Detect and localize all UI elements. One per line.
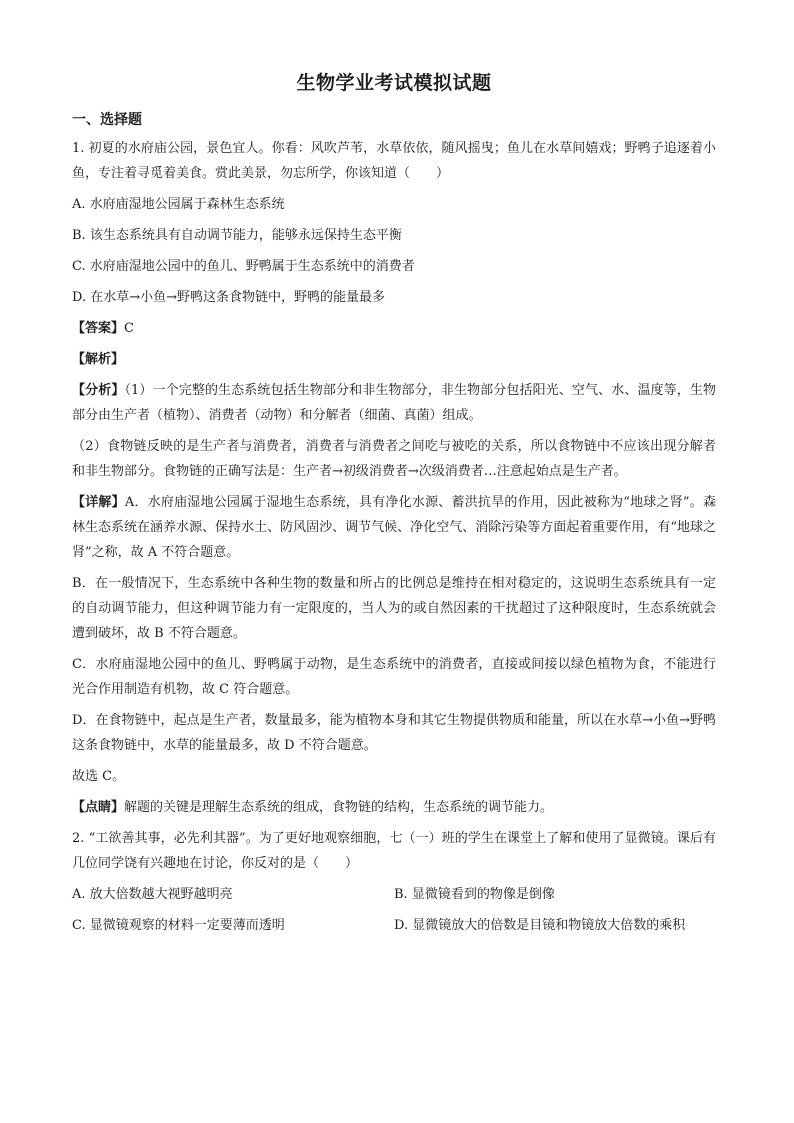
answer-line [72,316,716,341]
dianjing-paragraph [72,795,716,820]
question-2-option-b: B. 显微镜看到的物像是倒像 [394,887,555,902]
question-1-stem: 1. 初夏的水府庙公园，景色宜人。你看：风吹芦苇，水草依依，随风摇曳；鱼儿在水草间嬉戏；野鸭子追逐着小鱼，专注着寻觅着美食。赏此美景，勿忘所学，你该知道（ ） [72,141,716,181]
xiangjie-paragraph-c: C．水府庙湿地公园中的鱼儿、野鸭属于动物，是生态系统中的消费者，直接或间接以绿色植物为食，不能进行光合作用制造有机物，故 C 符合题意。 [72,657,716,697]
xiangjie-text-a: A．水府庙湿地公园属于湿地生态系统，具有净化水源、蓄洪抗旱的作用，因此被称为“地球之肾”。森林生态系统在涵养水源、保持水土、防风固沙、调节气候、净化空气、消除污染等方面起着重要作用，有“地球之肾”之称，故 A 不符合题意。 [72,495,716,560]
fenxi-text-1: （1）一个完整的生态系统包括生物部分和非生物部分，非生物部分包括阳光、空气、水、温度等，生物部分由生产者（植物）、消费者（动物）和分解者（细菌、真菌）组成。 [72,383,716,423]
question-1 [72,136,716,820]
dianjing-label: 【点睛】 [72,800,125,815]
conclusion: 故选 C。 [72,769,126,784]
question-2-options-row-1 [72,882,716,907]
question-1-option-c: C. 水府庙湿地公园中的鱼儿、野鸭属于生态系统中的消费者 [72,259,415,274]
fenxi-paragraph-1 [72,378,716,428]
question-2-option-c: C. 显微镜观察的材料一定要薄而透明 [72,918,285,933]
xiangjie-paragraph-d: D．在食物链中，起点是生产者，数量最多，能为植物本身和其它生物提供物质和能量，所以在水草→小鱼→野鸭这条食物链中，水草的能量最多，故 D 不符合题意。 [72,713,716,753]
question-1-option-a: A. 水府庙湿地公园属于森林生态系统 [72,197,285,212]
section-heading: 一、选择题 [72,112,142,128]
analysis-heading: 【解析】 [72,352,125,367]
fenxi-label: 【分析】 [72,383,125,398]
fenxi-paragraph-2: （2）食物链反映的是生产者与消费者，消费者与消费者之间吃与被吃的关系，所以食物链中不应该出现分解者和非生物部分。食物链的正确写法是：生产者→初级消费者→次级消费者…注意起始点是生产者。 [72,439,716,479]
xiangjie-paragraph-a [72,490,716,565]
question-2-option-a: A. 放大倍数越大视野越明亮 [72,887,233,902]
question-2 [72,826,716,938]
page-title: 生物学业考试模拟试题 [296,72,492,94]
question-1-option-d: D. 在水草→小鱼→野鸭这条食物链中，野鸭的能量最多 [72,290,386,305]
answer-label: 【答案】 [72,321,125,336]
dianjing-text: 解题的关键是理解生态系统的组成，食物链的结构，生态系统的调节能力。 [124,800,554,815]
question-2-options-row-2 [72,913,716,938]
xiangjie-paragraph-b: B．在一般情况下，生态系统中各种生物的数量和所占的比例总是维持在相对稳定的，这说明生态系统具有一定的自动调节能力，但这种调节能力有一定限度的，当人为的或自然因素的干扰超过了这种限度时，生态系统就会遭到破坏，故 B 不符合题意。 [72,576,716,641]
answer-value: C [124,321,134,336]
question-2-stem: 2. “工欲善其事，必先利其器”。为了更好地观察细胞，七（一）班的学生在课堂上了解和使用了显微镜。课后有几位同学饶有兴趣地在讨论，你反对的是（ ） [72,831,716,871]
question-1-option-b: B. 该生态系统具有自动调节能力，能够永远保持生态平衡 [72,228,402,243]
xiangjie-label: 【详解】 [72,495,125,510]
question-2-option-d: D. 显微镜放大的倍数是目镜和物镜放大倍数的乘积 [394,918,686,933]
